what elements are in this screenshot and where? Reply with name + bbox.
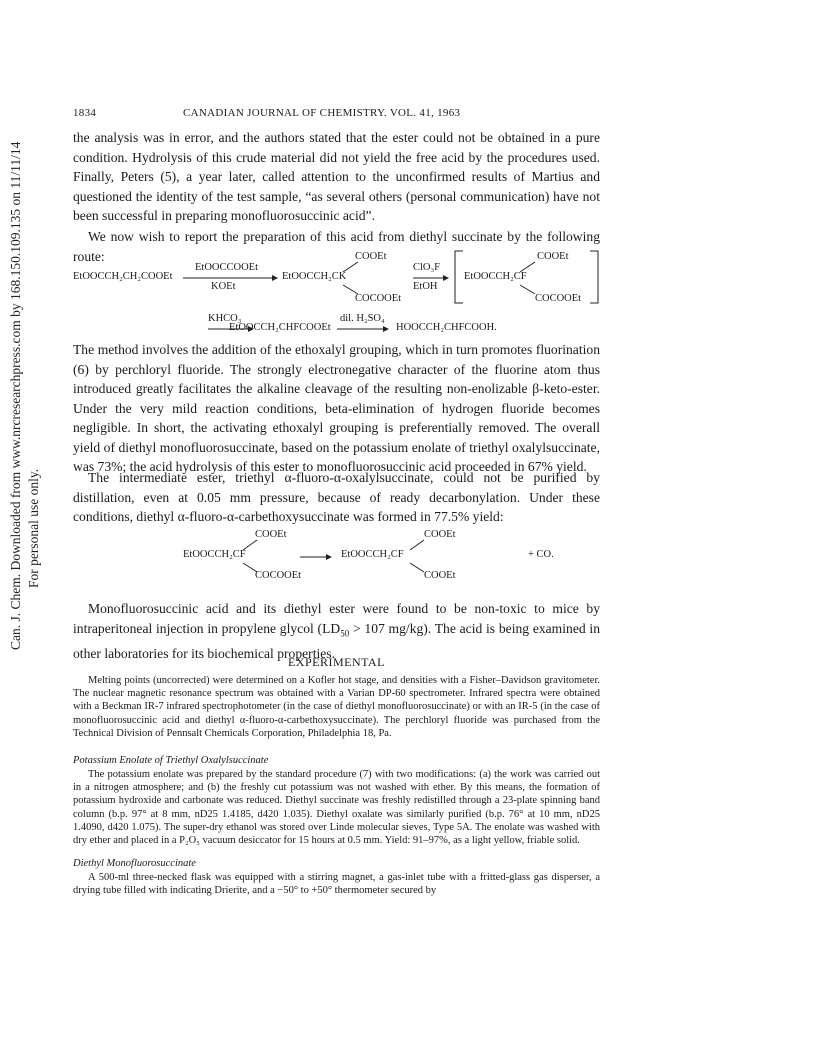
intermediate-2-mid: EtOOCCH₂CF — [464, 271, 527, 282]
scheme-2-left-top: COOEt — [255, 529, 287, 540]
experimental-intro: Melting points (uncorrected) were determined on a Kofler hot stage, and densities with a Fisher–Davidson gravitometer. The nuclear magnetic resonance spectrum was obtained with a Varian DP-60 spectrometer. Infrared spectra were obtained with a Beckman IR-7 infrared spectrophotometer (in the case of diethyl monofluorosuccinate) or with an IR-5 (in the case of monofluorosuccinic acid and diethyl α-fluoro-α-carbethoxysuccinate). The perchloryl fluoride was purchased from the Technical Division of Pennsalt Chemicals Corporation, Philadelphia 18, Pa. — [73, 675, 600, 739]
toxicity-ld-subscript: 50 — [340, 628, 350, 639]
subheading-diethyl-monofluorosuccinate: Diethyl Monofluorosuccinate — [73, 858, 196, 869]
reagent-perchloryl-fluoride: ClO₃F — [413, 262, 441, 273]
scheme-2-right-mid: EtOOCCH₂CF — [341, 549, 404, 560]
scheme-2-right-top: COOEt — [424, 529, 456, 540]
reagent-koet: KOEt — [211, 281, 236, 292]
journal-title: CANADIAN JOURNAL OF CHEMISTRY. VOL. 41, 1963 — [183, 107, 461, 119]
scheme-2-left-bottom: COCOOEt — [255, 570, 302, 581]
toxicity-text-b: > 107 mg/kg). The acid is being examined in other laboratories for its biochemical properties. — [73, 620, 600, 661]
reagent-sulfuric-acid: dil. H₂SO₄ — [340, 313, 385, 324]
reagent-diethyl-oxalate: EtOOCCOOEt — [195, 262, 258, 273]
scheme-2-right-bottom: COOEt — [424, 570, 456, 581]
reactant-diethyl-succinate: EtOOCCH₂CH₂COOEt — [73, 271, 173, 282]
section-heading-experimental: EXPERIMENTAL — [287, 655, 386, 669]
paragraph-route-intro: We now wish to report the preparation of this acid from diethyl succinate by the following route: — [73, 229, 600, 264]
page-number: 1834 — [73, 107, 97, 119]
intermediate-1-mid: EtOOCCH₂CK — [282, 271, 347, 282]
intermediate-2-bottom: COCOOEt — [535, 293, 582, 304]
intermediate-1-bottom: COCOOEt — [355, 293, 402, 304]
reagent-khco3: KHCO₃ — [208, 313, 242, 324]
personal-use-notice: For personal use only. — [26, 468, 41, 588]
subheading-potassium-enolate: Potassium Enolate of Triethyl Oxalylsuccinate — [73, 755, 269, 766]
scheme-2-left-mid: EtOOCCH₂CF — [183, 549, 246, 560]
experimental-enolate-procedure: The potassium enolate was prepared by the standard procedure (7) with two modifications: (a) the work was carried out in a nitrogen atmosphere; and (b) the freshly cut potassium was not washed with ether. By this means, the formation of potassium hydroxide and carbonate was reduced. Diethyl succinate was freshly redistilled through a 23-plate spinning band column (b.p. 97° at 8 mm, nD25 1.4185, d420 1.035). Diethyl oxalate was similarly purified (b.p. 76° at 10 mm, nD25 1.4090, d420 1.075). The super-dry ethanol was stored over Linde molecular sieves, Type 5A. The enolate was washed with dry ether and placed in a P₂O₅ vacuum desiccator for 15 hours at 0.5 mm. Yield: 91–97%, as a light yellow, friable solid. — [73, 769, 600, 847]
reagent-etoh: EtOH — [413, 281, 438, 292]
scheme-2-carbon-monoxide: + CO. — [528, 549, 554, 560]
product-monofluorosuccinic-acid: HOOCCH₂CHFCOOH. — [396, 322, 497, 333]
paragraph-continuation: the analysis was in error, and the authors stated that the ester could not be obtained in a pure condition. Hydrolysis of this crude material did not yield the free acid by the procedures used. Finally, Peters (5), a year later, called attention to the unconfirmed results of Martius and questioned the identity of the test sample, “as several others (personal communication) have not been successful in preparing monofluorosuccinic acid”. — [73, 130, 600, 223]
intermediate-1-top: COOEt — [355, 251, 387, 262]
intermediate-2-top: COOEt — [537, 251, 569, 262]
paragraph-method: The method involves the addition of the ethoxalyl grouping, which in turn promotes fluorination (6) by perchloryl fluoride. The strongly electronegative character of the fluorine atom thus introduced greatly facilitates the alkaline cleavage of the resulting non-enolizable β-keto-ester. Under the very mild reaction conditions, beta-elimination of hydrogen fluoride becomes negligible. In short, the activating ethoxalyl grouping is preferentially removed. The overall yield of diethyl monofluorosuccinate, based on the potassium enolate of triethyl oxalylsuccinate, was 73%; the acid hydrolysis of this ester to monofluorosuccinic acid proceeded in 67% yield. — [73, 342, 600, 474]
download-notice: Can. J. Chem. Downloaded from www.nrcresearchpress.com by 168.150.109.135 on 11/11/14 — [8, 141, 23, 650]
intermediate-3: EtOOCCH₂CHFCOOEt — [229, 322, 331, 333]
toxicity-text-a: Monofluorosuccinic acid and its diethyl ester were found to be non-toxic to mice by intraperitoneal injection in propylene glycol (LD — [73, 601, 600, 636]
experimental-monofluorosuccinate-procedure: A 500-ml three-necked flask was equipped with a stirring magnet, a gas-inlet tube with a fritted-glass gas disperser, a drying tube filled with indicating Drierite, and a −50° to +50° thermometer secured by — [73, 872, 600, 897]
paragraph-intermediate: The intermediate ester, triethyl α-fluoro-α-oxalylsuccinate, could not be purified by distillation, even at 0.05 mm pressure, because of ready decarbonylation. Under these conditions, diethyl α-fluoro-α-carbethoxysuccinate was formed in 77.5% yield: — [73, 470, 600, 524]
paragraph-toxicity — [73, 599, 600, 663]
